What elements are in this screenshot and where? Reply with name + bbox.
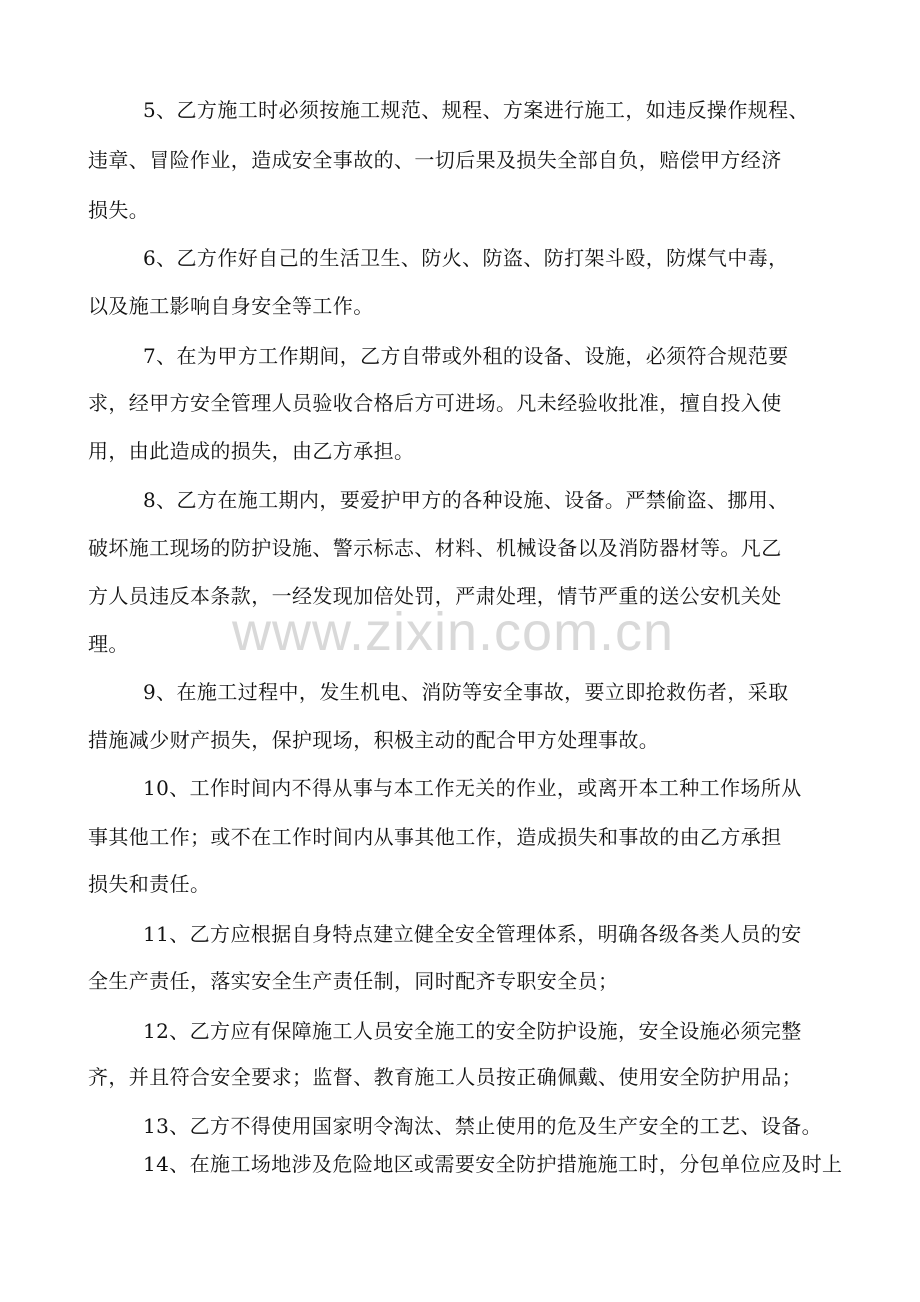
line-9-2: 措施减少财产损失，保护现场，积极主动的配合甲方处理事故。 xyxy=(88,728,660,752)
line-9-1: 9、在施工过程中，发生机电、消防等安全事故，要立即抢救伤者，采取 xyxy=(143,680,789,704)
line-8-3: 方人员违反本条款，一经发现加倍处罚，严肃处理，情节严重的送公安机关处 xyxy=(88,584,782,608)
line-5-1: 5、乙方施工时必须按施工规范、规程、方案进行施工，如违反操作规程、 xyxy=(143,98,809,122)
line-14-1: 14、在施工场地涉及危险地区或需要安全防护措施施工时，分包单位应及时上 xyxy=(143,1152,843,1176)
watermark-text: www.zixin.com.cn xyxy=(232,602,675,662)
line-5-3: 损失。 xyxy=(88,198,150,222)
line-8-4: 理。 xyxy=(88,632,129,656)
line-10-1: 10、工作时间内不得从事与本工作无关的作业，或离开本工种工作场所从 xyxy=(143,776,802,800)
line-8-2: 破坏施工现场的防护设施、警示标志、材料、机械设备以及消防器材等。凡乙 xyxy=(88,536,782,560)
line-12-1: 12、乙方应有保障施工人员安全施工的安全防护设施，安全设施必须完整 xyxy=(143,1019,802,1043)
line-7-1: 7、在为甲方工作期间，乙方自带或外租的设备、设施，必须符合规范要 xyxy=(143,344,789,368)
line-6-1: 6、乙方作好自己的生活卫生、防火、防盗、防打架斗殴，防煤气中毒， xyxy=(143,246,789,270)
line-10-3: 损失和责任。 xyxy=(88,872,211,896)
line-12-2: 齐，并且符合安全要求；监督、教育施工人员按正确佩戴、使用安全防护用品； xyxy=(88,1065,802,1089)
line-6-2: 以及施工影响自身安全等工作。 xyxy=(88,294,374,318)
line-13-1: 13、乙方不得使用国家明令淘汰、禁止使用的危及生产安全的工艺、设备。 xyxy=(143,1114,823,1138)
line-11-2: 全生产责任，落实安全生产责任制，同时配齐专职安全员； xyxy=(88,969,619,993)
line-7-3: 用，由此造成的损失，由乙方承担。 xyxy=(88,439,415,463)
line-8-1: 8、乙方在施工期内，要爱护甲方的各种设施、设备。严禁偷盗、挪用、 xyxy=(143,488,789,512)
line-5-2: 违章、冒险作业，造成安全事故的、一切后果及损失全部自负，赔偿甲方经济 xyxy=(88,148,782,172)
line-10-2: 事其他工作；或不在工作时间内从事其他工作，造成损失和事故的由乙方承担 xyxy=(88,825,782,849)
line-7-2: 求，经甲方安全管理人员验收合格后方可进场。凡未经验收批准，擅自投入使 xyxy=(88,391,782,415)
line-11-1: 11、乙方应根据自身特点建立健全安全管理体系，明确各级各类人员的安 xyxy=(143,922,802,946)
